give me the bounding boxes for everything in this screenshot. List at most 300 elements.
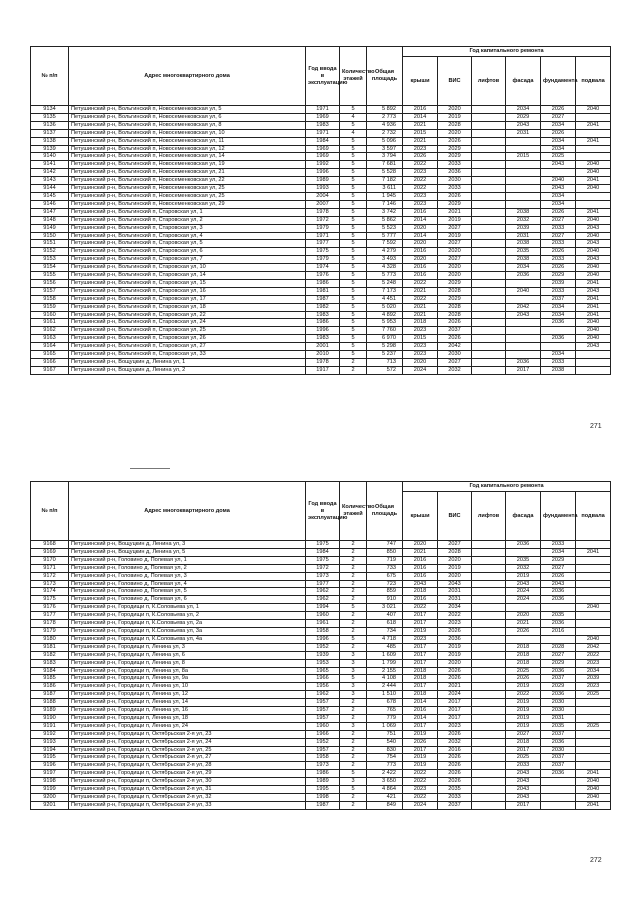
page-separator	[130, 468, 170, 469]
cell-area: 4 718	[367, 635, 403, 643]
cell-year: 1973	[306, 572, 340, 580]
table-row	[31, 121, 611, 129]
cell-roof: 2021	[403, 137, 438, 145]
cell-address: Петушинский р-н, Вощуцкин д, Ленина ул, 3	[69, 541, 306, 549]
cell-foundation	[541, 327, 576, 335]
cell-basement	[576, 359, 611, 367]
cell-foundation: 2036	[541, 667, 576, 675]
cell-roof: 2019	[403, 627, 438, 635]
cell-floors: 5	[340, 216, 367, 224]
cell-floors: 5	[340, 279, 367, 287]
cell-num: 9146	[31, 200, 69, 208]
cell-year: 1983	[306, 335, 340, 343]
cell-lifts	[472, 351, 506, 359]
cell-address: Петушинский р-н, Вольгинский п, Старовская ул, 2	[69, 216, 306, 224]
cell-roof: 2023	[403, 200, 438, 208]
cell-facade	[506, 137, 541, 145]
cell-vis: 2026	[438, 762, 472, 770]
cell-basement: 2041	[576, 311, 611, 319]
cell-year: 1957	[306, 714, 340, 722]
header-floors: Количество этажей	[340, 482, 367, 541]
cell-facade	[506, 192, 541, 200]
cell-roof: 2024	[403, 366, 438, 374]
cell-facade: 2029	[506, 113, 541, 121]
cell-foundation: 2030	[541, 699, 576, 707]
cell-roof: 2023	[403, 169, 438, 177]
cell-floors: 3	[340, 651, 367, 659]
cell-year: 1956	[306, 683, 340, 691]
cell-facade	[506, 177, 541, 185]
cell-year: 1939	[306, 651, 340, 659]
cell-lifts	[472, 287, 506, 295]
cell-basement: 2043	[576, 343, 611, 351]
cell-foundation: 2037	[541, 295, 576, 303]
cell-year: 1975	[306, 541, 340, 549]
cell-num: 9137	[31, 129, 69, 137]
cell-floors: 5	[340, 240, 367, 248]
cell-basement	[576, 351, 611, 359]
cell-area: 779	[367, 714, 403, 722]
cell-year: 1981	[306, 287, 340, 295]
cell-area: 7 173	[367, 287, 403, 295]
cell-num: 9152	[31, 248, 69, 256]
cell-address: Петушинский р-н, Городищи п, Октябрьская 2-я ул, 31	[69, 786, 306, 794]
cell-area: 719	[367, 556, 403, 564]
cell-floors: 5	[340, 208, 367, 216]
cell-floors: 2	[340, 366, 367, 374]
cell-year: 1962	[306, 691, 340, 699]
cell-num: 9200	[31, 794, 69, 802]
table-body-page-271	[31, 106, 611, 375]
cell-foundation: 2026	[541, 129, 576, 137]
cell-vis: 2028	[438, 303, 472, 311]
cell-floors: 5	[340, 121, 367, 129]
table-row	[31, 746, 611, 754]
cell-address: Петушинский р-н, Городищи п, Ленина ул, 3	[69, 643, 306, 651]
cell-facade: 2026	[506, 675, 541, 683]
table-row	[31, 762, 611, 770]
cell-year: 1986	[306, 319, 340, 327]
table-row	[31, 343, 611, 351]
cell-foundation: 2034	[541, 121, 576, 129]
cell-num: 9147	[31, 208, 69, 216]
cell-vis: 2033	[438, 185, 472, 193]
cell-area: 7 146	[367, 200, 403, 208]
cell-floors: 5	[340, 295, 367, 303]
cell-basement: 2041	[576, 548, 611, 556]
cell-basement: 2040	[576, 786, 611, 794]
cell-year: 1984	[306, 548, 340, 556]
cell-address: Петушинский р-н, Вощуцкин д, Ленина ул, 1	[69, 359, 306, 367]
table-row	[31, 683, 611, 691]
cell-area: 1 799	[367, 659, 403, 667]
cell-year: 1972	[306, 564, 340, 572]
cell-lifts	[472, 153, 506, 161]
cell-num: 9167	[31, 366, 69, 374]
cell-lifts	[472, 232, 506, 240]
cell-address: Петушинский р-н, Вольгинский п, Новосеменковская ул, 5	[69, 106, 306, 114]
cell-basement: 2025	[576, 691, 611, 699]
table-row	[31, 216, 611, 224]
cell-address: Петушинский р-н, Вольгинский п, Старовская ул, 24	[69, 319, 306, 327]
cell-address: Петушинский р-н, Городищи п, Ленина ул, 9а	[69, 675, 306, 683]
cell-lifts	[472, 248, 506, 256]
table-row	[31, 643, 611, 651]
table-row	[31, 145, 611, 153]
cell-basement: 2043	[576, 256, 611, 264]
cell-basement: 2041	[576, 137, 611, 145]
cell-address: Петушинский р-н, Вольгинский п, Старовская ул, 6	[69, 248, 306, 256]
cell-year: 1917	[306, 366, 340, 374]
cell-address: Петушинский р-н, Вольгинский п, Новосеменковская ул, 6	[69, 113, 306, 121]
cell-address: Петушинский р-н, Вольгинский п, Старовская ул, 5	[69, 240, 306, 248]
cell-vis: 2036	[438, 635, 472, 643]
cell-facade: 2038	[506, 208, 541, 216]
cell-address: Петушинский р-н, Вольгинский п, Новосеменковская ул, 8	[69, 121, 306, 129]
cell-address: Петушинский р-н, Вольгинский п, Старовская ул, 1	[69, 208, 306, 216]
cell-facade: 2020	[506, 612, 541, 620]
table-row	[31, 240, 611, 248]
cell-lifts	[472, 627, 506, 635]
table-row	[31, 161, 611, 169]
table-row	[31, 192, 611, 200]
cell-roof: 2026	[403, 153, 438, 161]
cell-floors: 5	[340, 177, 367, 185]
header-floors: Количество этажей	[340, 47, 367, 106]
table-row	[31, 264, 611, 272]
cell-address: Петушинский р-н, Городищи п, Ленина ул, 6	[69, 651, 306, 659]
cell-year: 1971	[306, 106, 340, 114]
table-row	[31, 612, 611, 620]
cell-area: 5 953	[367, 319, 403, 327]
table-row	[31, 319, 611, 327]
cell-roof: 2023	[403, 145, 438, 153]
table-row	[31, 311, 611, 319]
table-body-page-272	[31, 541, 611, 810]
cell-lifts	[472, 612, 506, 620]
cell-vis: 2019	[438, 232, 472, 240]
cell-year: 1976	[306, 272, 340, 280]
header-year: Год ввода в эксплуатацию	[306, 47, 340, 106]
cell-facade: 2042	[506, 303, 541, 311]
cell-area: 3 742	[367, 208, 403, 216]
cell-basement: 2040	[576, 161, 611, 169]
cell-area: 1 069	[367, 722, 403, 730]
cell-roof: 2017	[403, 620, 438, 628]
table-row	[31, 279, 611, 287]
cell-foundation: 2037	[541, 675, 576, 683]
cell-lifts	[472, 699, 506, 707]
cell-lifts	[472, 722, 506, 730]
cell-num: 9195	[31, 754, 69, 762]
cell-lifts	[472, 770, 506, 778]
cell-address: Петушинский р-н, Головино д, Полевая ул, 3	[69, 572, 306, 580]
table-row	[31, 359, 611, 367]
cell-vis: 2027	[438, 359, 472, 367]
cell-area: 421	[367, 794, 403, 802]
cell-floors: 5	[340, 232, 367, 240]
cell-foundation: 2036	[541, 620, 576, 628]
header-foundation: фундамента	[541, 492, 576, 541]
cell-area: 751	[367, 730, 403, 738]
cell-address: Петушинский р-н, Городищи п, Октябрьская 2-я ул, 23	[69, 730, 306, 738]
cell-basement: 2041	[576, 801, 611, 809]
cell-year: 1952	[306, 738, 340, 746]
cell-lifts	[472, 635, 506, 643]
cell-year: 1969	[306, 153, 340, 161]
cell-foundation	[541, 604, 576, 612]
cell-facade: 2026	[506, 627, 541, 635]
cell-year: 1953	[306, 659, 340, 667]
cell-lifts	[472, 738, 506, 746]
cell-num: 9171	[31, 564, 69, 572]
cell-foundation: 2037	[541, 730, 576, 738]
cell-vis: 2017	[438, 707, 472, 715]
cell-address: Петушинский р-н, Вольгинский п, Старовская ул, 27	[69, 343, 306, 351]
cell-basement: 2022	[576, 651, 611, 659]
cell-facade: 2043	[506, 121, 541, 129]
cell-foundation: 2043	[541, 161, 576, 169]
cell-lifts	[472, 643, 506, 651]
cell-vis: 2020	[438, 659, 472, 667]
cell-area: 5 020	[367, 303, 403, 311]
cell-area: 3 597	[367, 145, 403, 153]
cell-lifts	[472, 801, 506, 809]
cell-basement	[576, 762, 611, 770]
cell-facade: 2032	[506, 564, 541, 572]
cell-roof: 2017	[403, 746, 438, 754]
cell-address: Петушинский р-н, Городищи п, Октябрьская 2-я ул, 32	[69, 794, 306, 802]
cell-vis: 2029	[438, 200, 472, 208]
cell-vis: 2023	[438, 722, 472, 730]
cell-num: 9163	[31, 335, 69, 343]
cell-vis: 2020	[438, 272, 472, 280]
cell-address: Петушинский р-н, Головино д, Полевая ул, 1	[69, 556, 306, 564]
cell-floors: 2	[340, 730, 367, 738]
cell-foundation: 2033	[541, 224, 576, 232]
cell-year: 1986	[306, 770, 340, 778]
cell-facade: 2043	[506, 778, 541, 786]
cell-facade	[506, 343, 541, 351]
cell-basement: 2040	[576, 635, 611, 643]
table-row	[31, 604, 611, 612]
cell-basement	[576, 572, 611, 580]
cell-area: 733	[367, 564, 403, 572]
table-row	[31, 541, 611, 549]
cell-floors: 3	[340, 691, 367, 699]
cell-area: 713	[367, 359, 403, 367]
cell-lifts	[472, 192, 506, 200]
cell-basement: 2043	[576, 224, 611, 232]
cell-roof: 2043	[403, 580, 438, 588]
cell-lifts	[472, 746, 506, 754]
cell-num: 9155	[31, 272, 69, 280]
cell-address: Петушинский р-н, Городищи п, Октябрьская 2-я ул, 30	[69, 778, 306, 786]
cell-num: 9176	[31, 604, 69, 612]
cell-address: Петушинский р-н, Вольгинский п, Новосеменковская ул, 19	[69, 161, 306, 169]
cell-foundation: 2036	[541, 738, 576, 746]
cell-roof: 2020	[403, 541, 438, 549]
cell-vis: 2030	[438, 177, 472, 185]
cell-facade: 2019	[506, 714, 541, 722]
cell-num: 9156	[31, 279, 69, 287]
cell-lifts	[472, 129, 506, 137]
cell-basement: 2040	[576, 794, 611, 802]
cell-num: 9135	[31, 113, 69, 121]
cell-foundation	[541, 169, 576, 177]
cell-address: Петушинский р-н, Вольгинский п, Старовская ул, 3	[69, 224, 306, 232]
cell-floors: 3	[340, 683, 367, 691]
cell-floors: 2	[340, 572, 367, 580]
cell-num: 9189	[31, 707, 69, 715]
cell-vis: 2033	[438, 794, 472, 802]
cell-floors: 5	[340, 786, 367, 794]
cell-foundation: 2025	[541, 153, 576, 161]
cell-foundation: 2033	[541, 541, 576, 549]
cell-lifts	[472, 556, 506, 564]
cell-facade: 2038	[506, 256, 541, 264]
cell-lifts	[472, 714, 506, 722]
table-row	[31, 248, 611, 256]
table-row	[31, 169, 611, 177]
cell-lifts	[472, 366, 506, 374]
cell-floors: 5	[340, 153, 367, 161]
cell-year: 1958	[306, 627, 340, 635]
cell-lifts	[472, 295, 506, 303]
cell-basement: 2040	[576, 232, 611, 240]
cell-floors: 5	[340, 256, 367, 264]
cell-vis: 2019	[438, 643, 472, 651]
cell-year: 1973	[306, 762, 340, 770]
cell-facade: 2017	[506, 366, 541, 374]
cell-facade	[506, 185, 541, 193]
cell-area: 4 279	[367, 248, 403, 256]
cell-basement: 2043	[576, 240, 611, 248]
table-row	[31, 366, 611, 374]
cell-floors: 4	[340, 113, 367, 121]
cell-area: 7 592	[367, 240, 403, 248]
cell-address: Петушинский р-н, Вольгинский п, Новосеменковская ул, 21	[69, 169, 306, 177]
cell-area: 849	[367, 801, 403, 809]
cell-year: 1982	[306, 303, 340, 311]
cell-num: 9164	[31, 343, 69, 351]
cell-roof: 2014	[403, 699, 438, 707]
table-row	[31, 200, 611, 208]
table-row	[31, 137, 611, 145]
cell-area: 3 650	[367, 778, 403, 786]
cell-vis: 2017	[438, 699, 472, 707]
cell-roof: 2017	[403, 612, 438, 620]
cell-year: 1994	[306, 604, 340, 612]
cell-area: 5 892	[367, 106, 403, 114]
cell-facade	[506, 327, 541, 335]
cell-roof: 2021	[403, 311, 438, 319]
cell-basement: 2042	[576, 643, 611, 651]
cell-num: 9166	[31, 359, 69, 367]
cell-year: 1962	[306, 588, 340, 596]
cell-year: 1965	[306, 667, 340, 675]
cell-floors: 2	[340, 801, 367, 809]
cell-lifts	[472, 683, 506, 691]
cell-facade: 2036	[506, 359, 541, 367]
cell-roof: 2021	[403, 121, 438, 129]
cell-lifts	[472, 620, 506, 628]
cell-year: 1961	[306, 620, 340, 628]
cell-lifts	[472, 572, 506, 580]
cell-address: Петушинский р-н, Головино д, Полевая ул, 6	[69, 596, 306, 604]
cell-foundation: 2034	[541, 351, 576, 359]
cell-vis: 2021	[438, 208, 472, 216]
cell-year: 1998	[306, 794, 340, 802]
cell-lifts	[472, 588, 506, 596]
cell-lifts	[472, 730, 506, 738]
cell-area: 859	[367, 588, 403, 596]
cell-roof: 2023	[403, 351, 438, 359]
cell-roof: 2020	[403, 256, 438, 264]
cell-facade: 2035	[506, 248, 541, 256]
table-row	[31, 224, 611, 232]
header-area: Общая площадь	[367, 482, 403, 541]
cell-facade: 2043	[506, 311, 541, 319]
cell-year: 1978	[306, 359, 340, 367]
cell-foundation: 2033	[541, 256, 576, 264]
cell-year: 1983	[306, 311, 340, 319]
cell-floors: 5	[340, 264, 367, 272]
cell-year: 2004	[306, 192, 340, 200]
cell-basement	[576, 580, 611, 588]
cell-vis: 2020	[438, 129, 472, 137]
cell-facade: 2019	[506, 572, 541, 580]
cell-area: 540	[367, 738, 403, 746]
cell-year: 1979	[306, 224, 340, 232]
cell-address: Петушинский р-н, Городищи п, К.Соловьева ул, 1	[69, 604, 306, 612]
cell-basement: 2040	[576, 264, 611, 272]
cell-num: 9201	[31, 801, 69, 809]
cell-year: 1977	[306, 580, 340, 588]
cell-area: 618	[367, 620, 403, 628]
cell-basement	[576, 588, 611, 596]
cell-lifts	[472, 604, 506, 612]
table-row	[31, 177, 611, 185]
cell-vis: 2029	[438, 145, 472, 153]
cell-lifts	[472, 335, 506, 343]
cell-basement	[576, 612, 611, 620]
cell-facade: 2017	[506, 746, 541, 754]
cell-vis: 2026	[438, 667, 472, 675]
cell-year: 1989	[306, 177, 340, 185]
cell-foundation: 2034	[541, 303, 576, 311]
cell-facade	[506, 351, 541, 359]
cell-roof: 2023	[403, 343, 438, 351]
cell-address: Петушинский р-н, Городищи п, Октябрьская 2-я ул, 25	[69, 746, 306, 754]
cell-lifts	[472, 675, 506, 683]
cell-area: 3 611	[367, 185, 403, 193]
cell-year: 1966	[306, 730, 340, 738]
cell-num: 9165	[31, 351, 69, 359]
cell-basement: 2041	[576, 121, 611, 129]
cell-foundation: 2029	[541, 659, 576, 667]
cell-basement	[576, 596, 611, 604]
cell-lifts	[472, 208, 506, 216]
cell-basement	[576, 564, 611, 572]
table-row	[31, 667, 611, 675]
cell-roof: 2019	[403, 762, 438, 770]
table-row	[31, 596, 611, 604]
cell-area: 5 237	[367, 351, 403, 359]
cell-num: 9154	[31, 264, 69, 272]
cell-lifts	[472, 343, 506, 351]
cell-facade: 2024	[506, 596, 541, 604]
